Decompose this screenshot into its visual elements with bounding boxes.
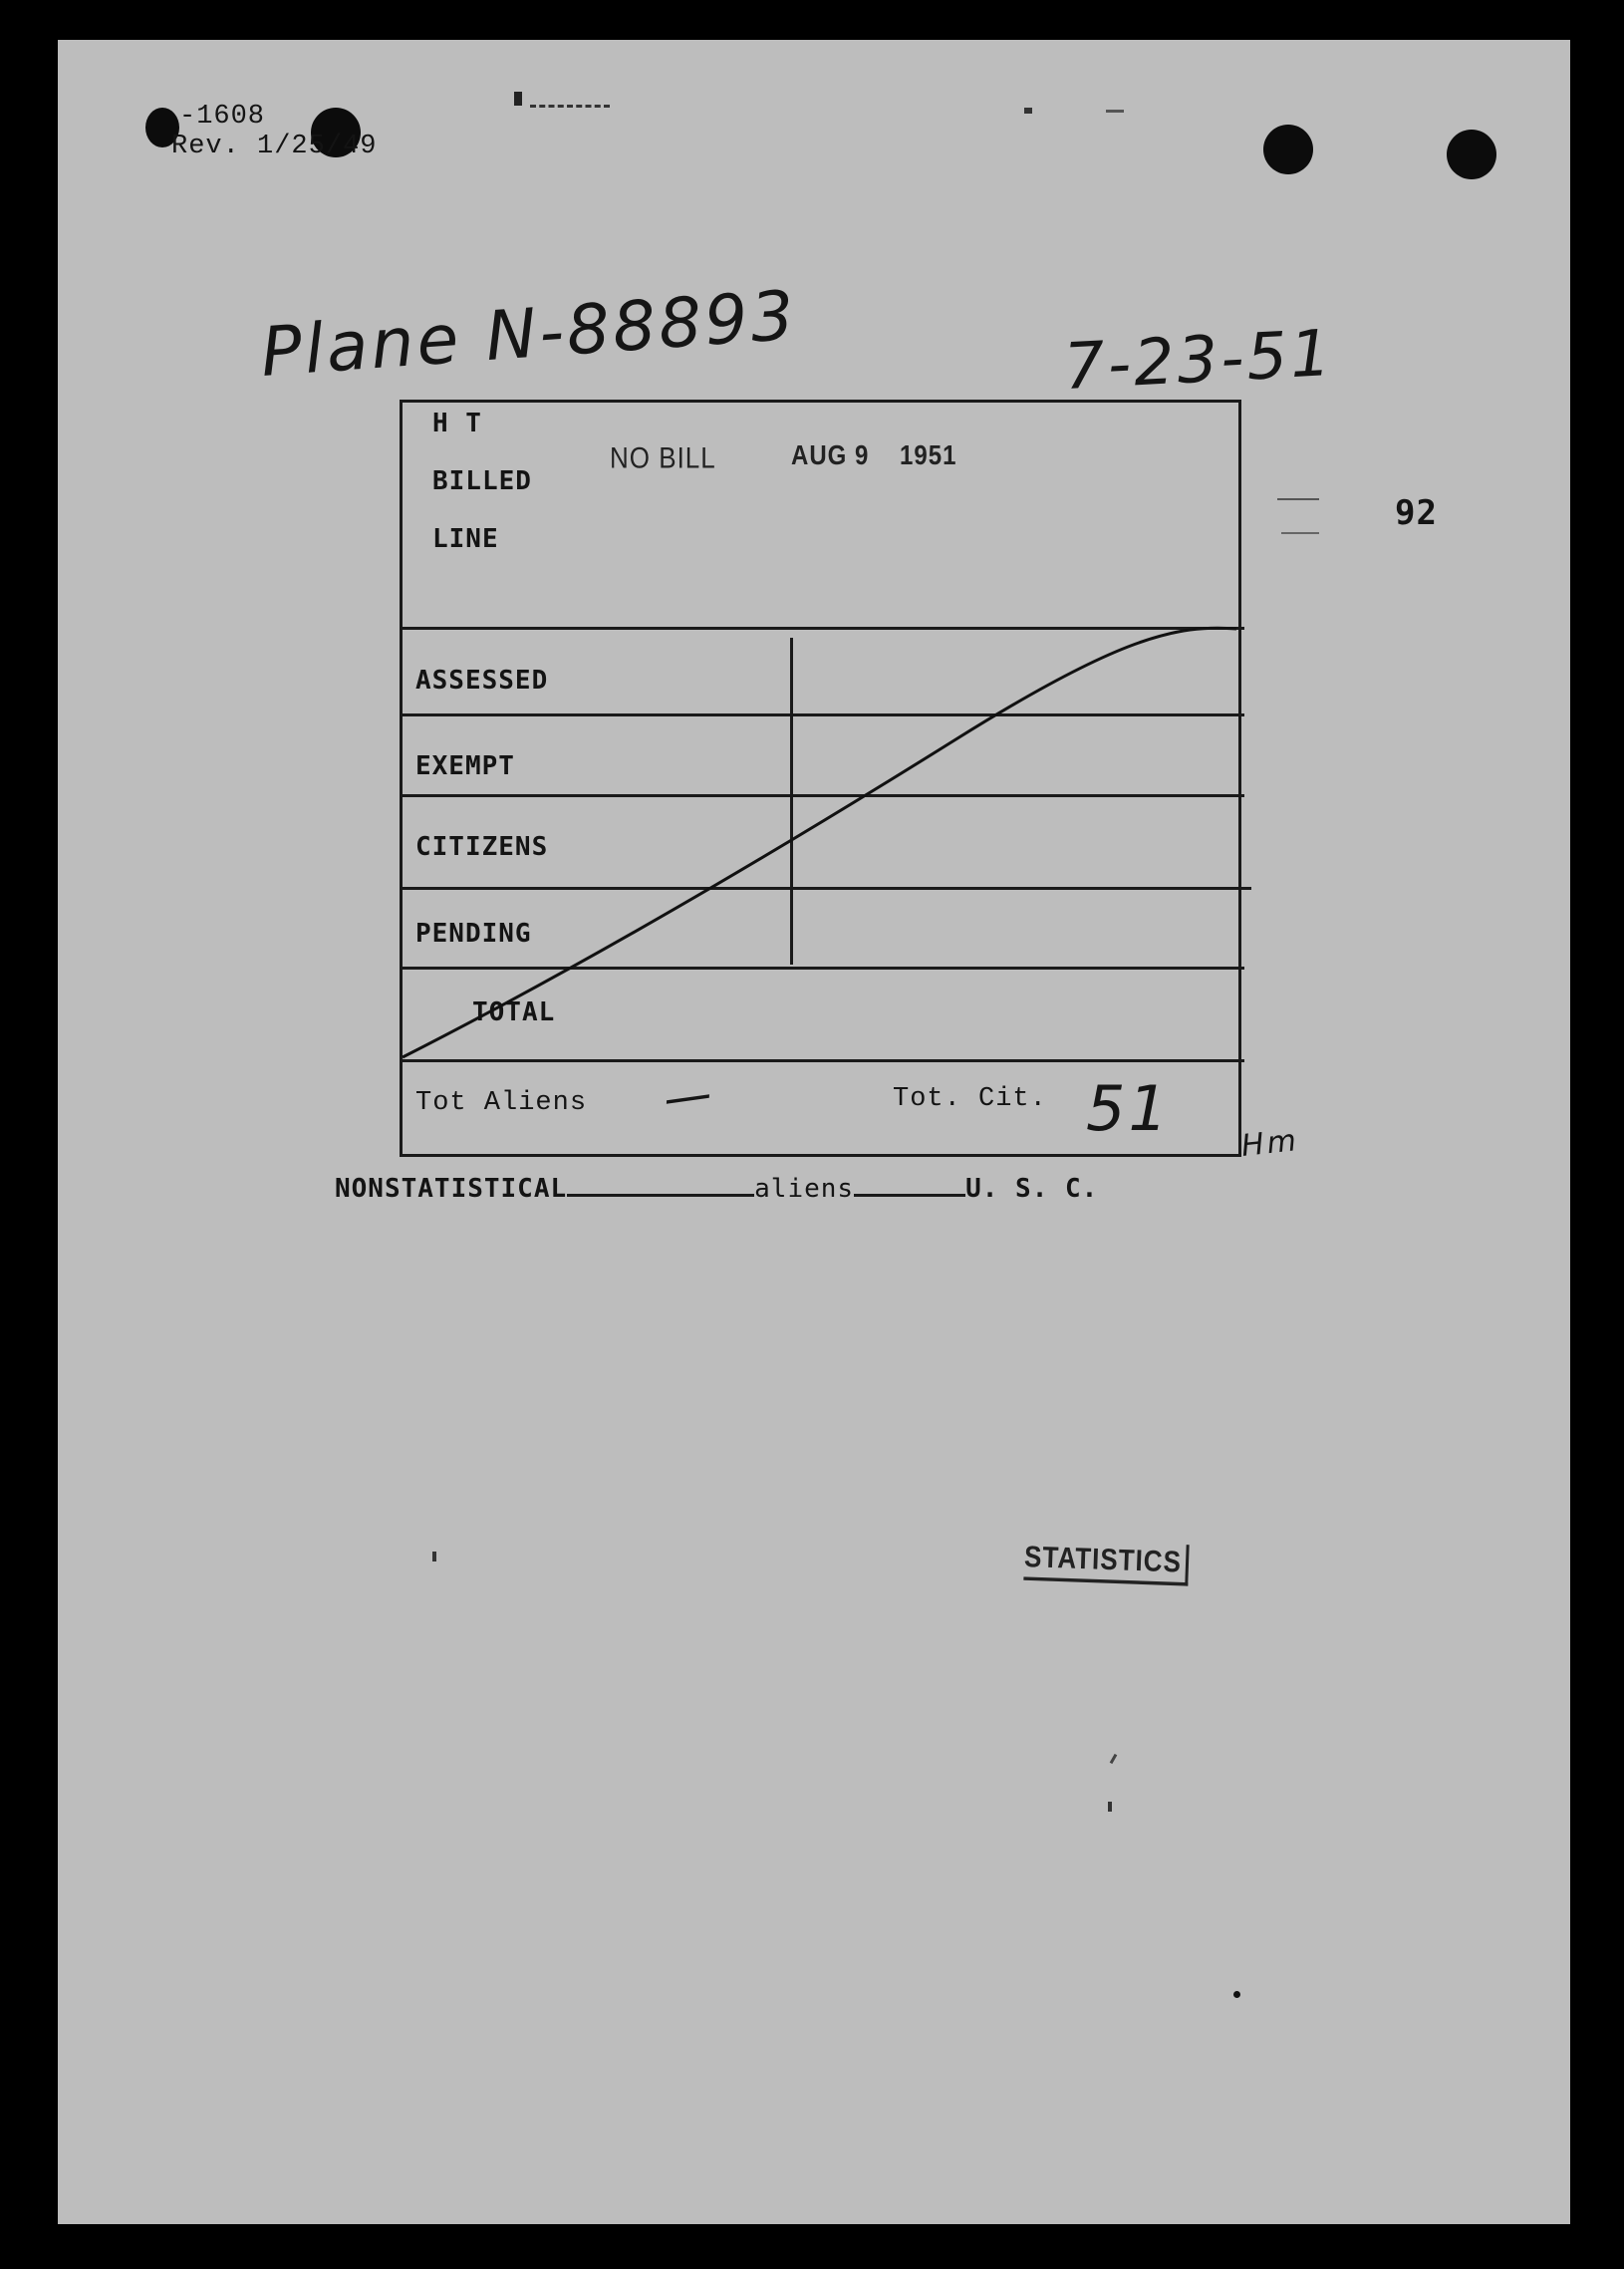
margin-mark — [1277, 498, 1319, 500]
form-number: -1608 — [179, 102, 266, 132]
row-label-exempt: EXEMPT — [415, 751, 515, 781]
punch-hole — [1263, 125, 1313, 174]
tot-cit-label: Tot. Cit. — [893, 1084, 1047, 1114]
no-bill-stamp: NO BILL — [610, 439, 716, 475]
handwritten-tot-cit-value: 51 — [1086, 1072, 1171, 1145]
handwritten-tot-aliens-dash: — — [660, 1064, 718, 1128]
row-label-assessed: ASSESSED — [415, 666, 549, 696]
revision-date: Rev. 1/25/49 — [171, 132, 378, 161]
paper-speck — [1108, 1802, 1112, 1812]
handwritten-initials: Hm — [1239, 1123, 1301, 1164]
statistics-form — [400, 400, 1241, 1157]
margin-mark — [1281, 532, 1319, 534]
statistics-stamp-text: STATISTICS — [1023, 1539, 1189, 1585]
nonstatistical-line — [335, 1174, 1098, 1204]
usc-label: U. S. C. — [965, 1174, 1099, 1204]
handwritten-date: 7-23-51 — [1062, 316, 1336, 406]
cancellation-line — [400, 400, 1241, 1157]
nonstatistical-blank — [567, 1194, 754, 1197]
handwritten-plane-number: Plane N-88893 — [258, 276, 800, 393]
aliens-blank — [854, 1194, 965, 1197]
ink-speck — [514, 92, 522, 106]
punch-hole — [1447, 130, 1496, 179]
form-header-line-ht: H T — [432, 409, 482, 438]
row-label-citizens: CITIZENS — [415, 832, 549, 862]
row-label-pending: PENDING — [415, 919, 532, 949]
page-number: 92 — [1395, 493, 1438, 533]
total-label: TOTAL — [472, 997, 556, 1027]
tot-aliens-label: Tot Aliens — [415, 1088, 588, 1118]
ink-dash — [530, 105, 610, 111]
aliens-label: aliens — [754, 1174, 855, 1204]
date-stamp: AUG 9 1951 — [791, 439, 957, 471]
ink-dash — [1024, 108, 1032, 114]
ink-dash — [1106, 110, 1124, 113]
paper-speck — [432, 1552, 436, 1561]
form-header-line-line: LINE — [432, 524, 499, 554]
paper-speck — [1233, 1991, 1240, 1998]
form-header-line-billed: BILLED — [432, 466, 532, 496]
statistics-stamp — [1023, 1539, 1189, 1583]
nonstatistical-label: NONSTATISTICAL — [335, 1174, 568, 1204]
